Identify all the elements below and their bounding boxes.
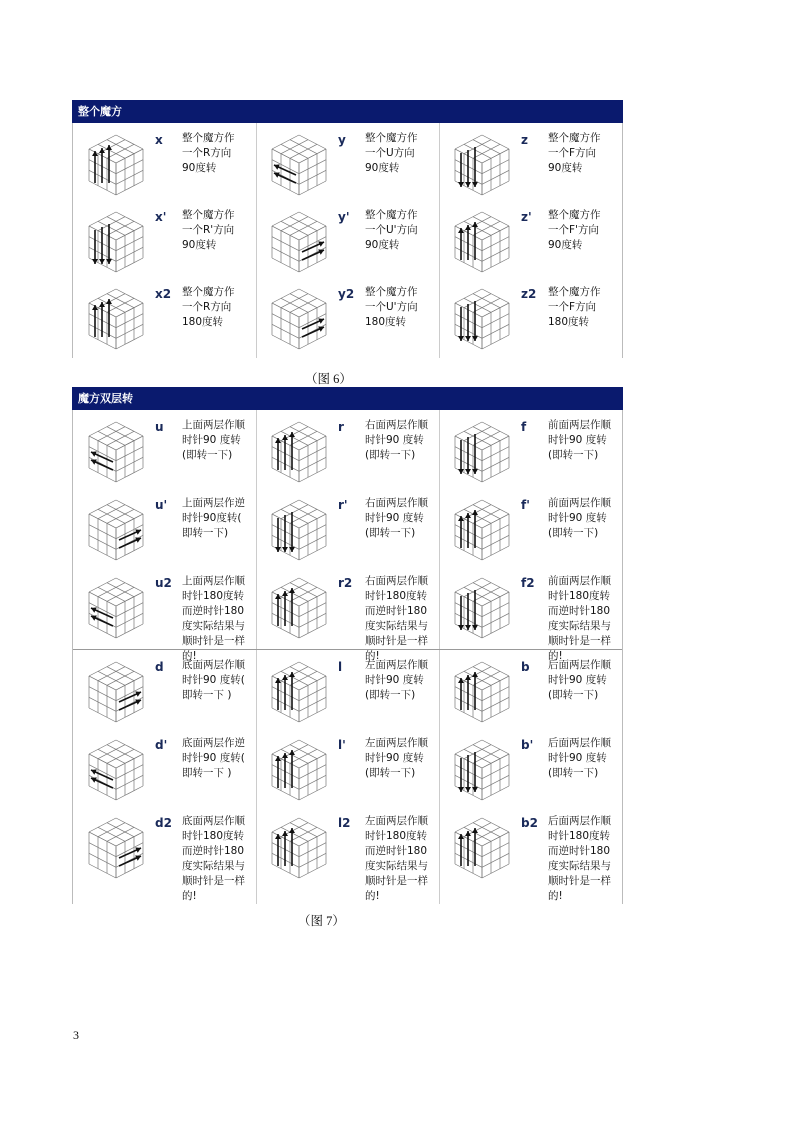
column-divider xyxy=(439,123,440,358)
move-code: x' xyxy=(155,210,167,224)
move-code: y' xyxy=(338,210,350,224)
move-cell xyxy=(449,131,618,208)
cube-icon xyxy=(266,736,332,802)
move-code: z2 xyxy=(521,287,537,301)
move-cell xyxy=(449,418,618,496)
cube-icon xyxy=(449,131,515,197)
cube-icon xyxy=(449,496,515,562)
move-cell xyxy=(449,814,618,902)
column-divider xyxy=(439,410,440,904)
move-cell xyxy=(266,736,435,814)
move-code: z xyxy=(521,133,528,147)
move-cell xyxy=(266,574,435,662)
move-code: z' xyxy=(521,210,532,224)
move-description: 整个魔方作 一个R方向 180度转 xyxy=(182,286,235,328)
move-description: 后面两层作顺 时针180度转 而逆时针180 度实际结果与 顺时针是一样 的! xyxy=(548,815,611,902)
move-code: l' xyxy=(338,738,346,752)
move-cell xyxy=(266,131,435,208)
cube-icon xyxy=(83,574,149,640)
cube-icon xyxy=(83,736,149,802)
move-cell xyxy=(266,658,435,736)
move-code: x xyxy=(155,133,163,147)
move-cell xyxy=(83,208,252,285)
move-cell xyxy=(449,285,618,362)
move-description: 右面两层作顺 时针180度转 而逆时针180 度实际结果与 顺时针是一样 的! xyxy=(365,575,428,662)
move-description: 后面两层作顺 时针90 度转 (即转一下) xyxy=(548,659,611,701)
move-cell xyxy=(83,736,252,814)
move-description: 左面两层作顺 时针90 度转 (即转一下) xyxy=(365,737,428,779)
move-description: 整个魔方作 一个R'方向 90度转 xyxy=(182,209,235,251)
move-code: y2 xyxy=(338,287,355,301)
section-divider xyxy=(73,649,622,650)
move-code: d xyxy=(155,660,164,674)
move-cell xyxy=(266,208,435,285)
cube-icon xyxy=(266,496,332,562)
cube-icon xyxy=(266,814,332,880)
cube-icon xyxy=(266,131,332,197)
move-code: r xyxy=(338,420,344,434)
move-cell xyxy=(83,131,252,208)
move-cell xyxy=(449,496,618,574)
move-description: 前面两层作顺 时针90 度转 (即转一下) xyxy=(548,419,611,461)
move-description: 前面两层作顺 时针90 度转 (即转一下) xyxy=(548,497,611,539)
move-code: d2 xyxy=(155,816,172,830)
move-code: r2 xyxy=(338,576,353,590)
move-code: b2 xyxy=(521,816,538,830)
move-description: 左面两层作顺 时针180度转 而逆时针180 度实际结果与 顺时针是一样 的! xyxy=(365,815,428,902)
move-description: 整个魔方作 一个U'方向 180度转 xyxy=(365,286,418,328)
cube-icon xyxy=(449,574,515,640)
move-description: 整个魔方作 一个U方向 90度转 xyxy=(365,132,418,174)
cube-icon xyxy=(83,814,149,880)
move-description: 底面两层作顺 时针90 度转( 即转一下 ) xyxy=(182,659,245,701)
move-cell xyxy=(449,658,618,736)
cube-icon xyxy=(83,418,149,484)
move-cell xyxy=(449,208,618,285)
figure-6-caption: （图 6） xyxy=(305,372,352,386)
cube-icon xyxy=(83,658,149,724)
move-code: f' xyxy=(521,498,530,512)
cube-icon xyxy=(449,736,515,802)
move-cell xyxy=(83,814,252,902)
move-description: 底面两层作顺 时针180度转 而逆时针180 度实际结果与 顺时针是一样 的! xyxy=(182,815,245,902)
move-description: 整个魔方作 一个F方向 90度转 xyxy=(548,132,601,174)
move-cell xyxy=(83,285,252,362)
figure-7-grid xyxy=(72,410,623,904)
cube-icon xyxy=(266,418,332,484)
move-code: f xyxy=(521,420,527,434)
cube-icon xyxy=(83,208,149,274)
move-cell xyxy=(83,574,252,662)
move-code: f2 xyxy=(521,576,535,590)
move-cell xyxy=(266,496,435,574)
cube-icon xyxy=(266,574,332,640)
move-cell xyxy=(83,496,252,574)
move-description: 整个魔方作 一个F方向 180度转 xyxy=(548,286,601,328)
cube-icon xyxy=(449,658,515,724)
cube-icon xyxy=(266,285,332,351)
move-code: l2 xyxy=(338,816,351,830)
move-description: 上面两层作顺 时针180度转 而逆时针180 度实际结果与 顺时针是一样 的! xyxy=(182,575,245,662)
move-code: d' xyxy=(155,738,168,752)
move-cell xyxy=(266,285,435,362)
figure-6-grid xyxy=(72,123,623,358)
cube-icon xyxy=(83,131,149,197)
move-code: b' xyxy=(521,738,534,752)
figure-7-header: 魔方双层转 xyxy=(72,387,623,410)
move-cell xyxy=(266,814,435,902)
cube-icon xyxy=(449,208,515,274)
move-code: u' xyxy=(155,498,168,512)
cube-icon xyxy=(266,658,332,724)
cube-icon xyxy=(266,208,332,274)
move-cell xyxy=(449,736,618,814)
move-cell xyxy=(449,574,618,662)
column-divider xyxy=(256,410,257,904)
cube-icon xyxy=(83,496,149,562)
figure-6-header: 整个魔方 xyxy=(72,100,623,123)
figure-7-caption: （图 7） xyxy=(298,914,345,928)
cube-icon xyxy=(83,285,149,351)
move-code: u2 xyxy=(155,576,172,590)
move-description: 右面两层作顺 时针90 度转 (即转一下) xyxy=(365,497,428,539)
move-code: y xyxy=(338,133,346,147)
move-cell xyxy=(266,418,435,496)
move-description: 上面两层作逆 时针90度转( 即转一下) xyxy=(182,497,245,539)
move-code: b xyxy=(521,660,530,674)
move-description: 后面两层作顺 时针90 度转 (即转一下) xyxy=(548,737,611,779)
move-description: 前面两层作顺 时针180度转 而逆时针180 度实际结果与 顺时针是一样 的! xyxy=(548,575,611,662)
figure-7-panel xyxy=(72,387,623,904)
move-code: r' xyxy=(338,498,348,512)
move-cell xyxy=(83,658,252,736)
move-code: u xyxy=(155,420,164,434)
move-code: x2 xyxy=(155,287,172,301)
column-divider xyxy=(256,123,257,358)
move-description: 左面两层作顺 时针90 度转 (即转一下) xyxy=(365,659,428,701)
figure-6-panel xyxy=(72,100,623,358)
move-description: 整个魔方作 一个F'方向 90度转 xyxy=(548,209,601,251)
move-description: 整个魔方作 一个R方向 90度转 xyxy=(182,132,235,174)
page-number: 3 xyxy=(73,1028,79,1042)
cube-icon xyxy=(449,418,515,484)
move-description: 底面两层作逆 时针90 度转( 即转一下 ) xyxy=(182,737,245,779)
move-description: 上面两层作顺 时针90 度转 (即转一下) xyxy=(182,419,245,461)
cube-icon xyxy=(449,285,515,351)
cube-icon xyxy=(449,814,515,880)
move-code: l xyxy=(338,660,343,674)
move-description: 右面两层作顺 时针90 度转 (即转一下) xyxy=(365,419,428,461)
move-cell xyxy=(83,418,252,496)
move-description: 整个魔方作 一个U'方向 90度转 xyxy=(365,209,418,251)
